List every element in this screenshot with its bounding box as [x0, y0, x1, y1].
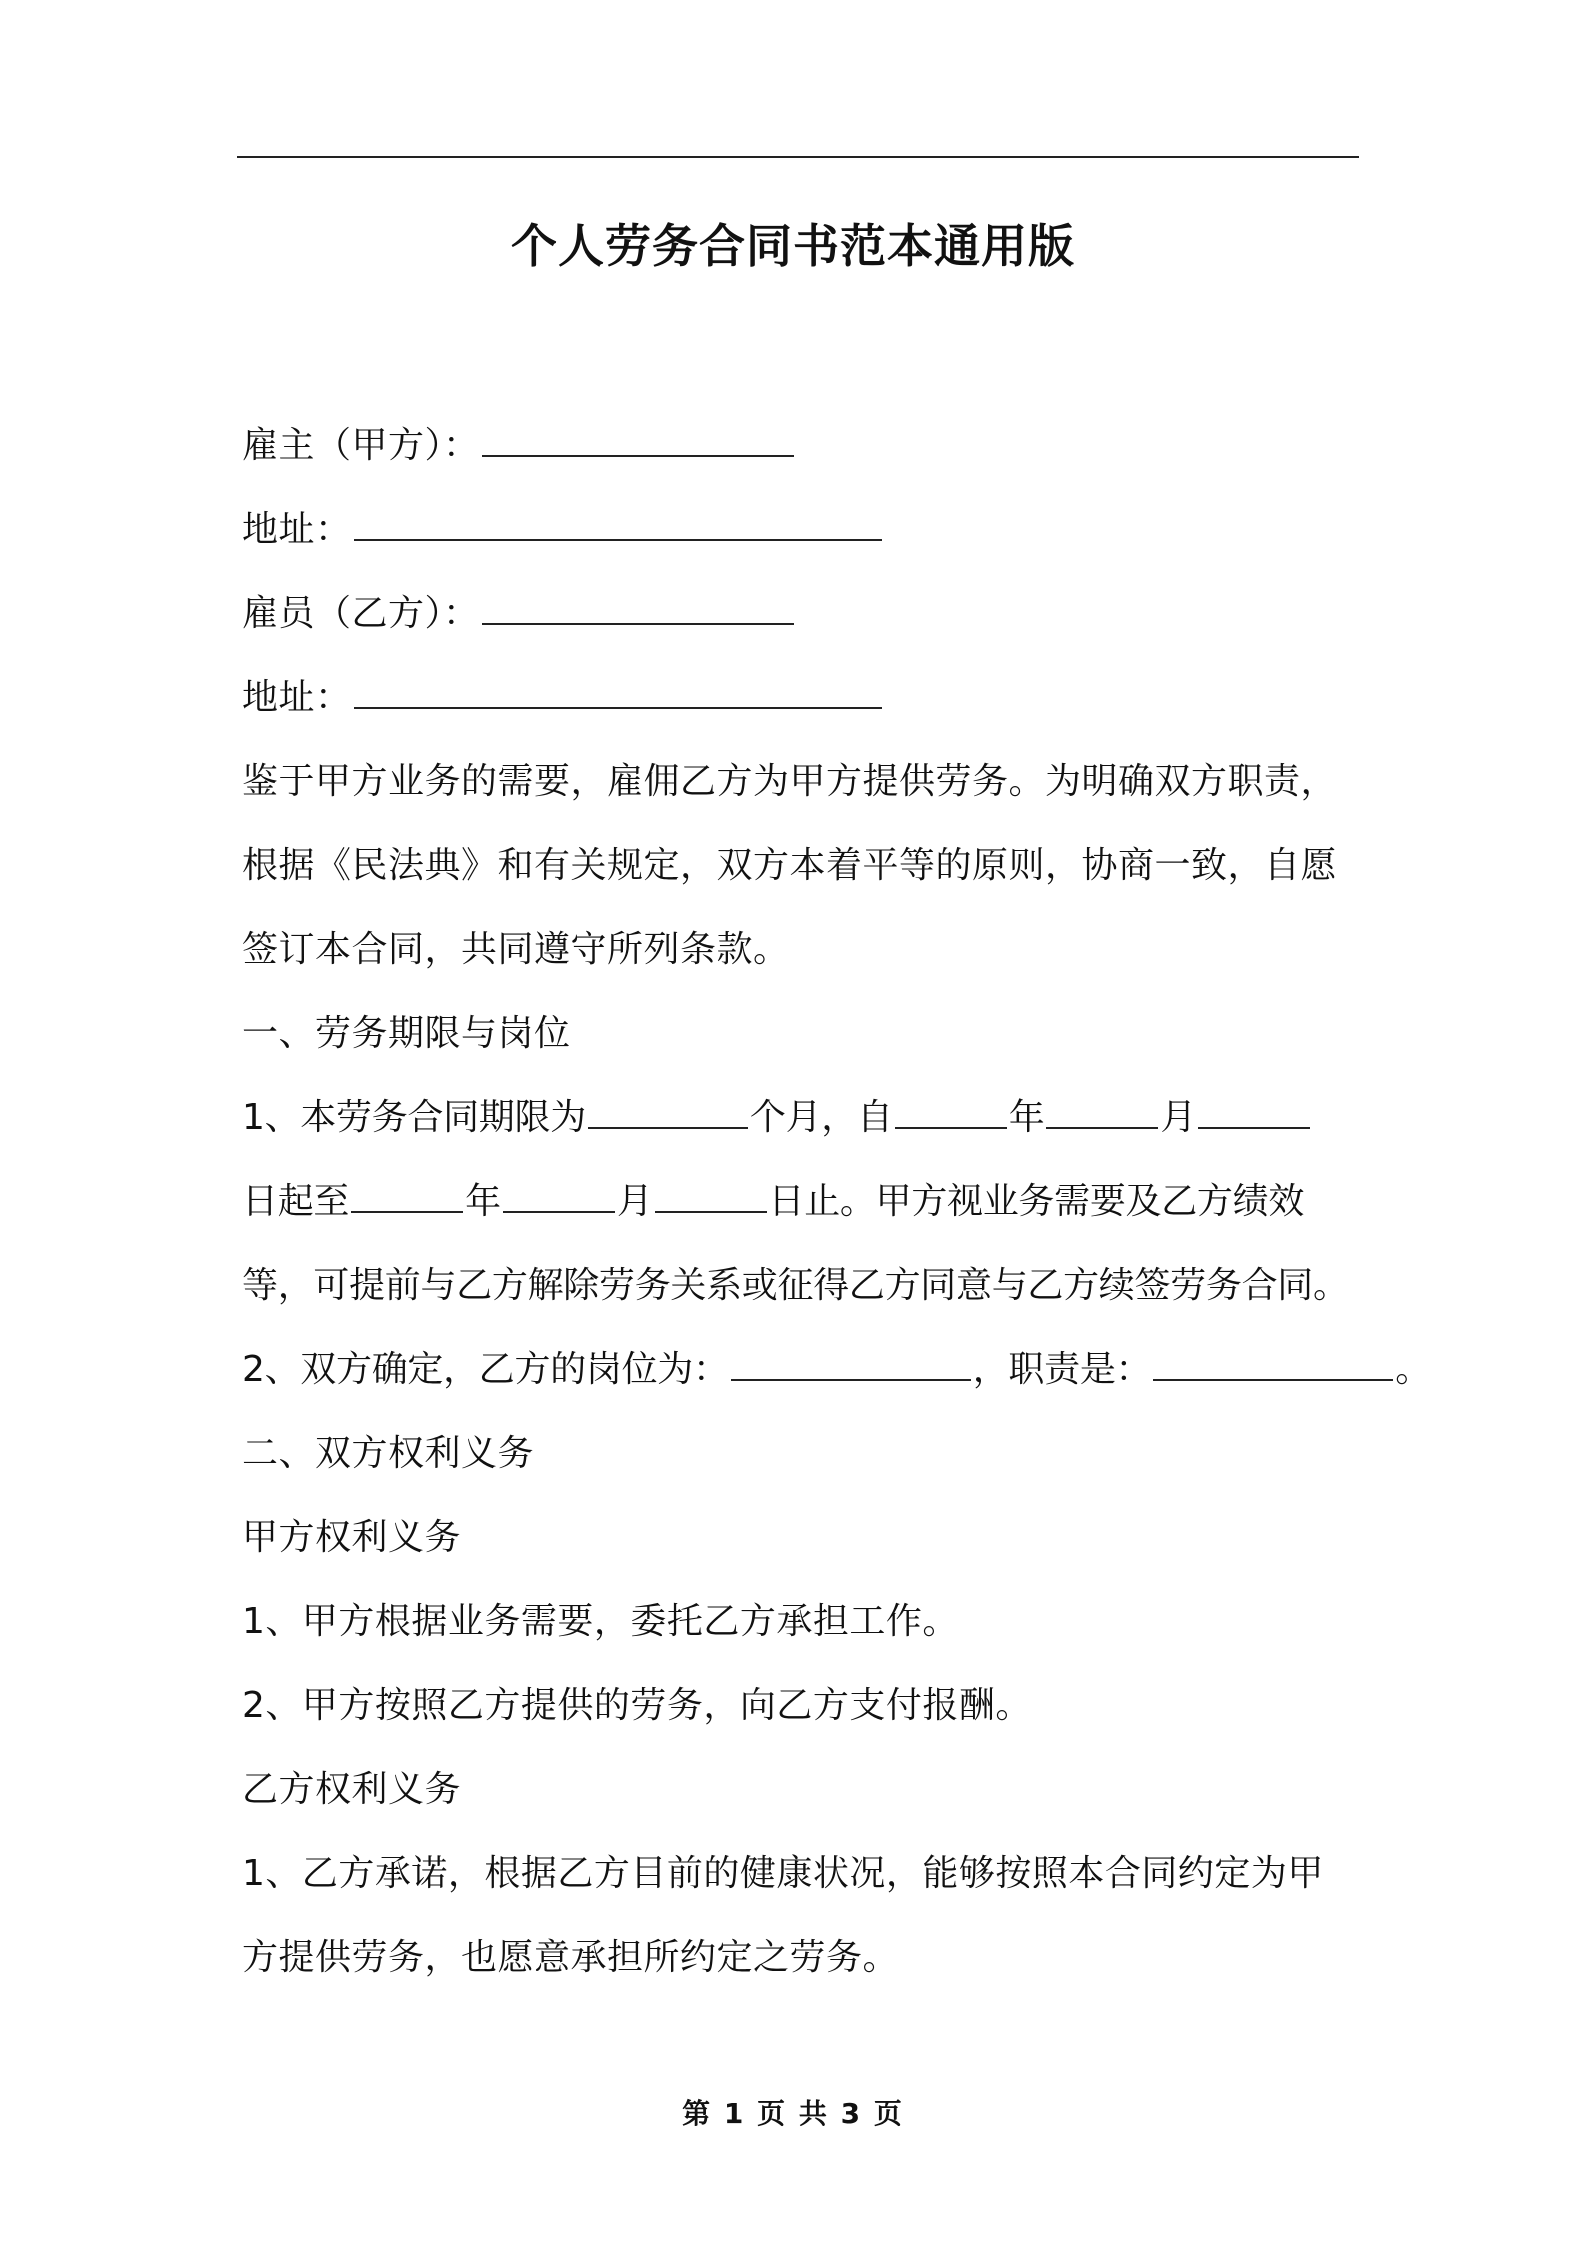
- party-a-heading: 甲方权利义务: [242, 1517, 462, 1558]
- employer-blank[interactable]: [482, 425, 794, 457]
- employee-address-label: 地址：: [242, 677, 352, 718]
- clause-1-1-text-f: 年: [465, 1181, 501, 1222]
- document-body: [242, 404, 1431, 2000]
- clause-1-1-text-e: 日起至: [242, 1181, 350, 1222]
- end-day-blank[interactable]: [655, 1181, 767, 1213]
- employee-blank[interactable]: [482, 593, 794, 625]
- end-year-blank[interactable]: [351, 1181, 463, 1213]
- preamble-line-2: 根据《民法典》和有关规定，双方本着平等的原则，协商一致，自愿: [242, 845, 1338, 886]
- clause-1-2-text-c: 。: [1395, 1349, 1431, 1390]
- page-footer: 第 1 页 共 3 页: [682, 2097, 904, 2130]
- end-month-blank[interactable]: [503, 1181, 615, 1213]
- position-blank[interactable]: [731, 1349, 971, 1381]
- party-a-item-1: 1、甲方根据业务需要，委托乙方承担工作。: [242, 1601, 959, 1642]
- clause-1-1-line-3: 等，可提前与乙方解除劳务关系或征得乙方同意与乙方续签劳务合同。: [242, 1265, 1349, 1306]
- clause-1-1-text-a: 1、本劳务合同期限为: [242, 1097, 586, 1138]
- employer-address-line: [242, 488, 1377, 572]
- clause-1-1-text-d: 月: [1160, 1097, 1197, 1138]
- clause-1-2-line: [242, 1328, 1431, 1412]
- clause-1-2-text-b: ，职责是：: [972, 1349, 1152, 1390]
- header-divider: [237, 156, 1359, 158]
- preamble-line-1: 鉴于甲方业务的需要，雇佣乙方为甲方提供劳务。为明确双方职责，: [242, 761, 1338, 802]
- clause-1-2-text-a: 2、双方确定，乙方的岗位为：: [242, 1349, 729, 1390]
- employee-address-blank[interactable]: [354, 677, 882, 709]
- clause-1-1-line-1: [242, 1076, 1377, 1160]
- document-title: 个人劳务合同书范本通用版: [511, 219, 1075, 273]
- start-month-blank[interactable]: [1046, 1097, 1158, 1129]
- employer-line: [242, 404, 1377, 488]
- clause-1-1-text-g: 月: [616, 1181, 653, 1222]
- employer-label: 雇主（甲方）：: [242, 425, 480, 466]
- employee-address-line: [242, 656, 1377, 740]
- employer-address-blank[interactable]: [354, 509, 882, 541]
- preamble-line-3: 签订本合同，共同遵守所列条款。: [242, 929, 790, 970]
- term-months-blank[interactable]: [588, 1097, 748, 1129]
- duties-blank[interactable]: [1153, 1349, 1393, 1381]
- employee-label: 雇员（乙方）：: [242, 593, 480, 634]
- employer-address-label: 地址：: [242, 509, 352, 550]
- clause-1-1-text-b: 个月，自: [749, 1097, 893, 1138]
- party-b-item-1-line-2: 方提供劳务，也愿意承担所约定之劳务。: [242, 1937, 900, 1978]
- section-2-heading: 二、双方权利义务: [242, 1433, 535, 1474]
- start-day-blank[interactable]: [1198, 1097, 1310, 1129]
- clause-1-1-text-c: 年: [1008, 1097, 1045, 1138]
- clause-1-1-line-2: [242, 1160, 1377, 1244]
- section-1-heading: 一、劳务期限与岗位: [242, 1013, 571, 1054]
- party-b-heading: 乙方权利义务: [242, 1769, 462, 1810]
- party-b-item-1-line-1: 1、乙方承诺，根据乙方目前的健康状况，能够按照本合同约定为甲: [242, 1853, 1324, 1894]
- start-year-blank[interactable]: [895, 1097, 1007, 1129]
- party-a-item-2: 2、甲方按照乙方提供的劳务，向乙方支付报酬。: [242, 1685, 1032, 1726]
- employee-line: [242, 572, 1377, 656]
- clause-1-1-text-h: 日止。甲方视业务需要及乙方绩效: [768, 1181, 1305, 1222]
